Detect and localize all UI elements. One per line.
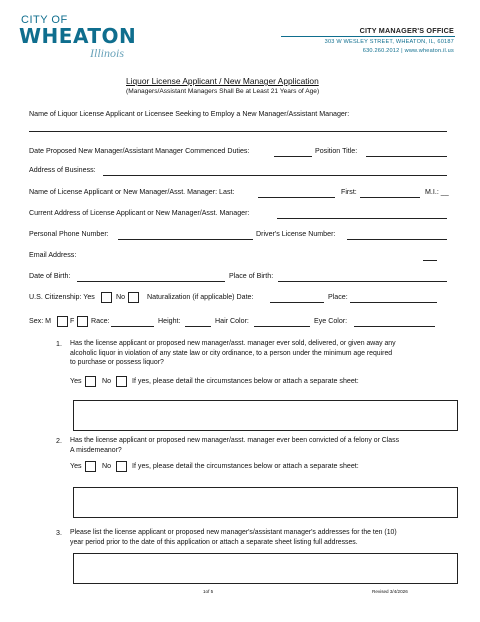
date-commenced-label: Date Proposed New Manager/Assistant Manager Commenced Duties: <box>29 147 250 155</box>
question-1-line-1: Has the license applicant or proposed new manager/asst. manager ever sold, delivered, or given away any <box>70 340 396 347</box>
question-3-number: 3. <box>56 529 62 537</box>
pob-field[interactable] <box>278 281 447 282</box>
question-1-yes-checkbox[interactable] <box>85 376 96 387</box>
question-2-line-2: A misdemeanor? <box>70 446 122 454</box>
question-1-line-2: alcoholic liquor in violation of any state law or city ordinance, to a person under the minimum age required <box>70 349 393 357</box>
eye-label: Eye Color: <box>314 317 348 325</box>
business-address-label: Address of Business: <box>29 166 96 174</box>
email-label: Email Address: <box>29 251 77 259</box>
citizenship-no-label: No <box>116 293 126 301</box>
question-3-text <box>70 528 460 547</box>
header-divider <box>281 36 455 37</box>
applicant-last-label: Name of License Applicant or New Manager/Asst. Manager: Last: <box>29 188 235 196</box>
applicant-mi-label: M.I.: __ <box>425 188 449 196</box>
office-contact: 630.260.2012 | www.wheaton.il.us <box>362 48 454 54</box>
question-2-response-box[interactable] <box>73 487 458 518</box>
logo-illinois-text: Illinois <box>90 46 125 60</box>
height-label: Height: <box>158 317 181 325</box>
question-3-response-box[interactable] <box>73 553 458 584</box>
place-label: Place: <box>328 293 348 301</box>
question-1-line-3: to purchase or possess liquor? <box>70 359 164 367</box>
height-field[interactable] <box>185 326 211 327</box>
hair-field[interactable] <box>254 326 310 327</box>
citizenship-no-checkbox[interactable] <box>128 292 139 303</box>
citizenship-label: U.S. Citizenship: Yes <box>29 293 95 301</box>
question-3-line-2: year period prior to the date of this application or attach a separate sheet listing full addresses. <box>70 538 358 546</box>
question-2-detail-label: If yes, please detail the circumstances below or attach a separate sheet: <box>132 462 359 470</box>
revised-date: Revised 3/4/2026 <box>372 589 408 594</box>
dob-field[interactable] <box>77 281 225 282</box>
phone-field[interactable] <box>118 239 253 240</box>
race-label: Race: <box>91 317 110 325</box>
naturalization-date-field[interactable] <box>270 302 324 303</box>
position-title-field[interactable] <box>366 156 447 157</box>
question-2-yes-checkbox[interactable] <box>85 461 96 472</box>
question-2-line-1: Has the license applicant or proposed new manager/asst. manager ever been convicted of a felony or Class <box>70 437 400 444</box>
applicant-first-field[interactable] <box>360 197 420 198</box>
current-address-field[interactable] <box>277 218 447 219</box>
page-number: 1of 5 <box>203 589 214 594</box>
logo-wheaton-text: WHEATON <box>19 24 137 48</box>
question-2-text <box>70 436 460 455</box>
office-name: CITY MANAGER'S OFFICE <box>359 26 454 35</box>
question-1-no-checkbox[interactable] <box>116 376 127 387</box>
sex-label: Sex: M <box>29 317 52 325</box>
applicant-last-field[interactable] <box>258 197 335 198</box>
form-title: Liquor License Applicant / New Manager Application <box>126 76 319 86</box>
drivers-license-field[interactable] <box>347 239 447 240</box>
question-2-number: 2. <box>56 437 62 445</box>
office-address: 303 W WESLEY STREET, WHEATON, IL, 60187 <box>324 39 454 45</box>
form-subtitle: (Managers/Assistant Managers Shall Be at Least 21 Years of Age) <box>126 88 320 95</box>
naturalization-label: Naturalization (if applicable) Date: <box>147 293 254 301</box>
citizenship-yes-checkbox[interactable] <box>101 292 112 303</box>
hair-label: Hair Color: <box>215 317 249 325</box>
sex-f-label: F <box>70 317 75 325</box>
eye-field[interactable] <box>354 326 435 327</box>
question-3-line-1: Please list the license applicant or proposed new manager's/assistant manager's addresses for the ten (10) <box>70 529 397 536</box>
question-2-no-label: No <box>102 462 112 470</box>
email-field[interactable] <box>423 260 437 261</box>
sex-m-checkbox[interactable] <box>57 316 68 327</box>
naturalization-place-field[interactable] <box>350 302 437 303</box>
question-1-yes-label: Yes <box>70 377 82 385</box>
current-address-label: Current Address of License Applicant or New Manager/Asst. Manager: <box>29 209 250 217</box>
question-2-no-checkbox[interactable] <box>116 461 127 472</box>
sex-f-checkbox[interactable] <box>77 316 88 327</box>
position-title-label: Position Title: <box>315 147 358 155</box>
date-commenced-field[interactable] <box>274 156 312 157</box>
question-1-number: 1. <box>56 340 62 348</box>
phone-label: Personal Phone Number: <box>29 230 109 238</box>
licensee-name-field[interactable] <box>29 131 447 132</box>
pob-label: Place of Birth: <box>229 272 274 280</box>
question-1-no-label: No <box>102 377 112 385</box>
question-1-text <box>70 339 460 368</box>
question-2-yes-label: Yes <box>70 462 82 470</box>
dob-label: Date of Birth: <box>29 272 71 280</box>
race-field[interactable] <box>111 326 154 327</box>
licensee-name-label: Name of Liquor License Applicant or Licensee Seeking to Employ a New Manager/Assistant Manager: <box>29 110 350 118</box>
business-address-field[interactable] <box>103 175 447 176</box>
applicant-first-label: First: <box>341 188 357 196</box>
drivers-license-label: Driver's License Number: <box>256 230 336 238</box>
logo-city-text: CITY OF <box>21 14 68 26</box>
question-1-response-box[interactable] <box>73 400 458 431</box>
question-1-detail-label: If yes, please detail the circumstances below or attach a separate sheet: <box>132 377 359 385</box>
